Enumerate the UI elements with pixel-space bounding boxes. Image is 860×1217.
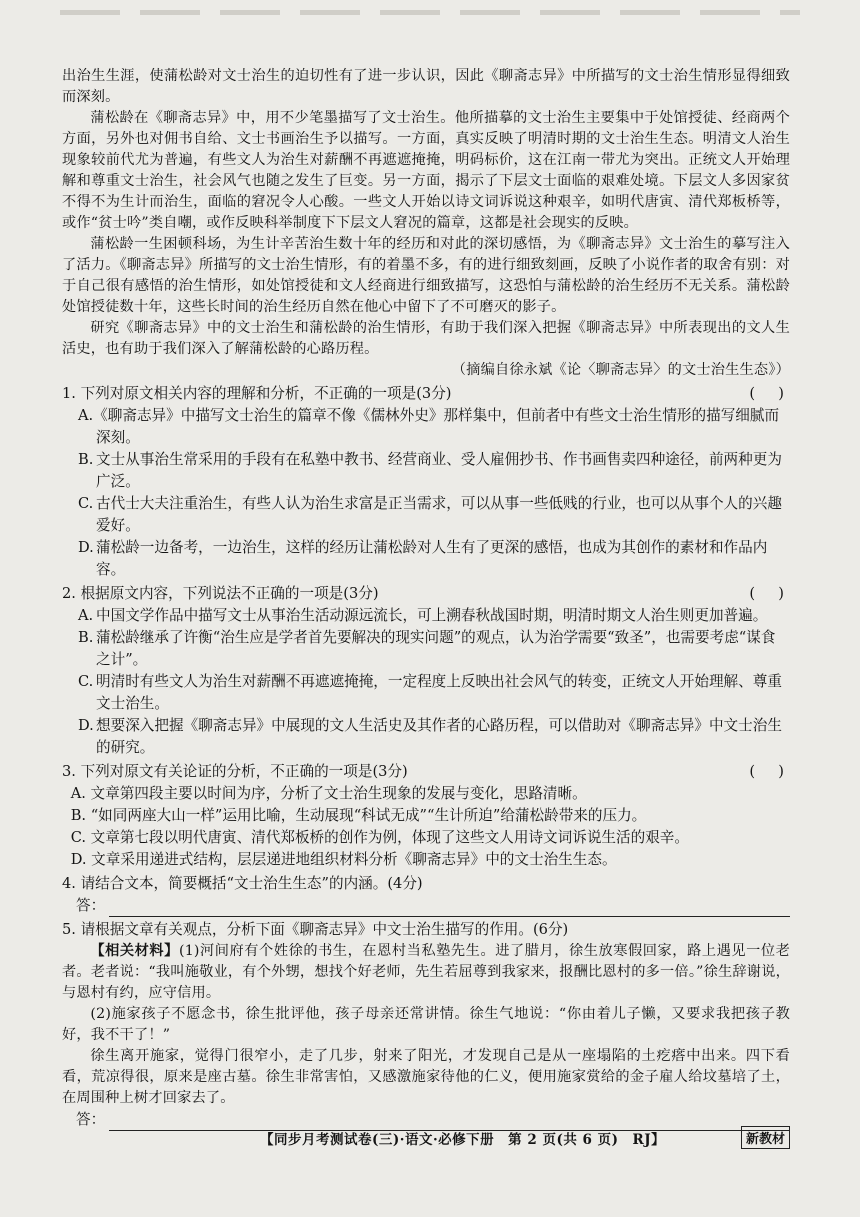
option-d: D. 想要深入把握《聊斋志异》中展现的文人生活史及其作者的心路历程，可以借助对《聊斋志异》中文士治生的研究。 bbox=[78, 717, 782, 756]
material-3: 徐生离开施家，觉得门很窄小，走了几步，射来了阳光，才发现自己是从一座塌陷的土疙瘩中出来。四下看看，荒凉得很，原来是座古墓。徐生非常害怕，又感激施家待他的仁义，便用施家赏给的金子雇人给坟墓培了土，在周围种上树才回家去了。 bbox=[62, 1048, 790, 1106]
answer-parentheses: ( ) bbox=[749, 585, 784, 602]
passage-paragraph-3: 蒲松龄一生困顿科场，为生计辛苦治生数十年的经历和对此的深切感悟，为《聊斋志异》文士治生的摹写注入了活力。《聊斋志异》所描写的文士治生情形，有的着墨不多，有的进行细致刻画，反映了小说作者的取舍有别：对于自己很有感悟的治生情形，如处馆授徒和文人经商进行细致描写，这恐怕与蒲松龄的治生经历不无关系。蒲松龄处馆授徒数十年，这些长时间的治生经历自然在他心中留下了不可磨灭的影子。 bbox=[62, 236, 790, 315]
option-d: D. 文章采用递进式结构，层层递进地组织材料分析《聊斋志异》中的文士治生生态。 bbox=[70, 851, 617, 868]
question-4-stem: 4. 请结合文本，简要概括“文士治生生态”的内涵。(4分) bbox=[62, 875, 423, 892]
passage-source: （摘编自徐永斌《论〈聊斋志异〉的文士治生生态》） bbox=[451, 362, 790, 378]
answer-line[interactable] bbox=[62, 895, 790, 917]
option-c: C. 文章第七段以明代唐寅、清代郑板桥的创作为例，体现了这些文人用诗文词诉说生活的艰辛。 bbox=[70, 829, 689, 846]
question-2-stem: 2. 根据原文内容，下列说法不正确的一项是(3分) bbox=[62, 585, 379, 602]
option-b: B. 蒲松龄继承了许衡“治生应是学者首先要解决的现实问题”的观点，认为治学需要“致圣”，也需要考虑“谋食之计”。 bbox=[78, 629, 776, 668]
answer-underline[interactable] bbox=[109, 900, 790, 917]
question-5-stem: 5. 请根据文章有关观点，分析下面《聊斋志异》中文士治生描写的作用。(6分) bbox=[62, 921, 569, 938]
question-5 bbox=[62, 919, 790, 1131]
page-body bbox=[62, 66, 790, 1131]
answer-parentheses: ( ) bbox=[749, 385, 784, 402]
question-2 bbox=[62, 583, 790, 759]
material-label: 【相关材料】 bbox=[90, 943, 179, 959]
option-a: A. 文章第四段主要以时间为序，分析了文士治生现象的发展与变化，思路清晰。 bbox=[70, 785, 587, 802]
option-a: A. 中国文学作品中描写文士从事治生活动源远流长，可上溯春秋战国时期，明清时期文人治生则更加普遍。 bbox=[78, 607, 768, 624]
option-d: D. 蒲松龄一边备考，一边治生，这样的经历让蒲松龄对人生有了更深的感悟，也成为其创作的素材和作品内容。 bbox=[78, 539, 768, 578]
passage-paragraph-2: 蒲松龄在《聊斋志异》中，用不少笔墨描写了文士治生。他所描摹的文士治生主要集中于处馆授徒、经商两个方面，另外也对佣书自给、文士书画治生予以描写。一方面，真实反映了明清时期的文士治生生态。明清文人治生现象较前代尤为普遍，有些文人为治生对薪酬不再遮遮掩掩，明码标价，这在江南一带尤为突出。正统文人开始理解和尊重文士治生，社会风气也随之发生了巨变。另一方面，揭示了下层文士面临的艰难处境。下层文人多因家贫不得不为生计而治生，面临的窘况令人心酸。一些文人开始以诗文词诉说这种艰辛，如明代唐寅、清代郑板桥等，或作“贫士吟”类自嘲，或作反映科举制度下下层文人窘况的篇章，这都是社会现实的反映。 bbox=[62, 110, 790, 231]
question-4 bbox=[62, 873, 790, 917]
question-1 bbox=[62, 383, 790, 581]
option-b: B. 文士从事治生常采用的手段有在私塾中教书、经营商业、受人雇佣抄书、作书画售卖四种途径，前两种更为广泛。 bbox=[78, 451, 782, 490]
passage-paragraph-4: 研究《聊斋志异》中的文士治生和蒲松龄的治生情形，有助于我们深入把握《聊斋志异》中所表现出的文人生活史，也有助于我们深入了解蒲松龄的心路历程。 bbox=[62, 320, 790, 357]
new-textbook-badge: 新教材 bbox=[741, 1126, 790, 1149]
question-3-stem: 3. 下列对原文有关论证的分析，不正确的一项是(3分) bbox=[62, 763, 408, 780]
option-c: C. 古代士大夫注重治生，有些人认为治生求富是正当需求，可以从事一些低贱的行业，也可以从事个人的兴趣爱好。 bbox=[78, 495, 782, 534]
answer-label: 答： bbox=[76, 1111, 106, 1128]
top-edge-strip bbox=[60, 10, 800, 15]
footer-text: 【同步月考测试卷(三)·语文·必修下册 第 2 页(共 6 页) RJ】 bbox=[260, 1132, 666, 1148]
answer-label: 答： bbox=[76, 897, 106, 914]
option-b: B. “如同两座大山一样”运用比喻，生动展现“科试无成”“生计所迫”给蒲松龄带来的压力。 bbox=[70, 807, 647, 824]
passage-paragraph-1: 出治生生涯，使蒲松龄对文士治生的迫切性有了进一步认识，因此《聊斋志异》中所描写的文士治生情形显得细致而深刻。 bbox=[62, 68, 790, 105]
question-3 bbox=[62, 761, 790, 871]
material-1: 【相关材料】(1)河间府有个姓徐的书生，在恩村当私塾先生。进了腊月，徐生放寒假回家，路上遇见一位老者。老者说：“我叫施敬业，有个外甥，想找个好老师，先生若屈尊到我家来，报酬比恩村的多一倍。”徐生辞谢说，与恩村有约，应守信用。 bbox=[62, 943, 791, 1001]
question-1-stem: 1. 下列对原文相关内容的理解和分析，不正确的一项是(3分) bbox=[62, 385, 452, 402]
answer-parentheses: ( ) bbox=[749, 763, 784, 780]
page-footer bbox=[62, 1126, 790, 1148]
option-c: C. 明清时有些文人为治生对薪酬不再遮遮掩掩，一定程度上反映出社会风气的转变，正统文人开始理解、尊重文士治生。 bbox=[78, 673, 782, 712]
option-a: A.《聊斋志异》中描写文士治生的篇章不像《儒林外史》那样集中，但前者中有些文士治生情形的描写细腻而深刻。 bbox=[78, 407, 780, 446]
material-2: (2)施家孩子不愿念书，徐生批评他，孩子母亲还常讲情。徐生气地说：“你由着儿子懒，又要求我把孩子教好，我不干了！” bbox=[62, 1006, 790, 1043]
